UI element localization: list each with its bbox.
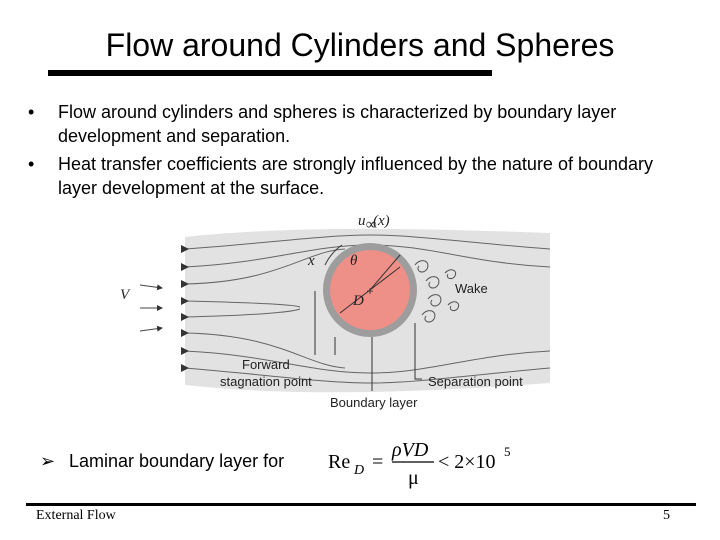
inequality: < 2×10 bbox=[438, 451, 496, 473]
arrow-bullet-icon: ➢ bbox=[40, 451, 56, 471]
laminar-text: Laminar boundary layer for bbox=[69, 451, 285, 471]
theta-label: θ bbox=[350, 253, 358, 269]
center-mark: + bbox=[366, 284, 374, 298]
bullet-marker: • bbox=[28, 102, 35, 122]
bullet-text: Heat transfer coefficients are strongly influenced by the nature of boundary layer development at the surface. bbox=[58, 154, 654, 198]
bullet-item bbox=[26, 152, 686, 200]
bullet-item bbox=[26, 100, 686, 148]
page-number: 5 bbox=[663, 508, 670, 523]
boundary-layer-label: Boundary layer bbox=[330, 395, 418, 410]
bullet-list bbox=[26, 100, 686, 204]
u-subscript: ∞ bbox=[366, 217, 377, 233]
forward-label-line2: stagnation point bbox=[220, 374, 312, 389]
laminar-statement bbox=[40, 449, 284, 473]
separation-label: Separation point bbox=[428, 374, 523, 389]
re-subscript: D bbox=[354, 463, 365, 478]
bullet-text: Flow around cylinders and spheres is characterized by boundary layer development and separation. bbox=[58, 102, 617, 146]
u-label: u bbox=[358, 213, 366, 229]
u-argument: (x) bbox=[373, 213, 390, 229]
reynolds-equation bbox=[326, 432, 526, 492]
wake-label: Wake bbox=[455, 281, 488, 296]
equals-sign: = bbox=[372, 451, 384, 473]
slide-title: Flow around Cylinders and Spheres bbox=[105, 27, 615, 63]
forward-label-line1: Forward bbox=[242, 357, 290, 372]
freestream-arrows bbox=[140, 285, 162, 331]
x-label: x bbox=[308, 253, 315, 269]
footer-rule bbox=[26, 503, 696, 506]
cylinder-flow-diagram bbox=[110, 205, 550, 420]
title-underline bbox=[48, 70, 492, 76]
exponent: 5 bbox=[504, 444, 511, 459]
re-symbol: Re bbox=[328, 451, 351, 473]
diameter-label: D bbox=[353, 293, 364, 309]
denominator: μ bbox=[408, 467, 419, 489]
bullet-marker: • bbox=[28, 154, 35, 174]
footer-course-title: External Flow bbox=[36, 508, 116, 523]
velocity-label: V bbox=[120, 287, 130, 303]
numerator: ρVD bbox=[392, 439, 429, 461]
